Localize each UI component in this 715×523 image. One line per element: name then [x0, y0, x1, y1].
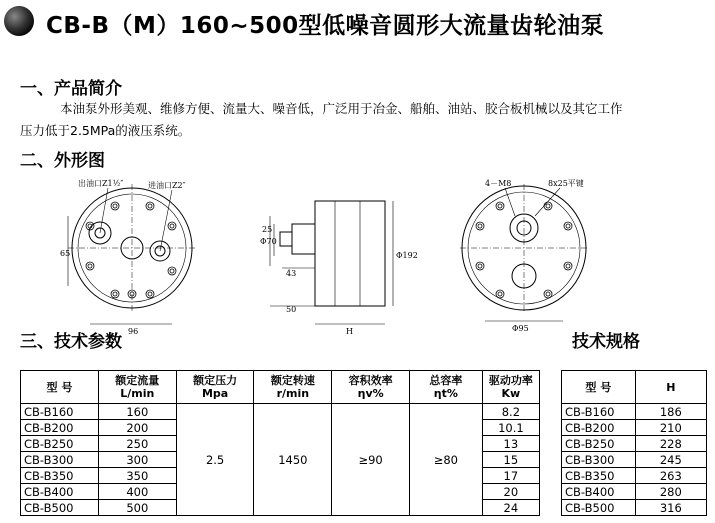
table-row: CB-B200 210 — [562, 420, 707, 436]
table-row: CB-B500 316 — [562, 500, 707, 516]
params-header-row — [21, 371, 540, 404]
col-vol-eff: 容积效率 ηv% — [332, 371, 410, 404]
spec-col-h: H — [635, 371, 706, 404]
title-bullet-icon — [4, 6, 34, 36]
table-row: CB-B250 250 13 — [21, 436, 540, 452]
side-view-body — [315, 201, 385, 306]
table-row: CB-B160 160 2.5 1450 ≥90 ≥80 8.2 — [21, 404, 540, 420]
col-flow: 额定流量 L/min — [98, 371, 176, 404]
dim-50-label: 50 — [286, 305, 297, 314]
table-row: CB-B400 280 — [562, 484, 707, 500]
intro-heading: 一、产品简介 — [20, 79, 122, 99]
params-table — [20, 370, 540, 516]
left-outlet-label: 出油口Z1½″ — [78, 179, 124, 188]
spec-heading: 技术规格 — [572, 332, 640, 352]
table-row: CB-B500 500 24 — [21, 500, 540, 516]
col-power: 驱动功率 Kw — [482, 371, 539, 404]
vol-eff-cell: ≥90 — [332, 404, 410, 516]
intro-text-line2: 压力低于2.5MPa的液压系统。 — [20, 123, 191, 138]
shape-heading: 二、外形图 — [20, 151, 105, 171]
bolts-label: 4－M8 — [485, 179, 512, 188]
dim-65-label: 65 — [60, 249, 71, 258]
dim-25-label: 25 — [262, 225, 273, 234]
table-row: CB-B250 228 — [562, 436, 707, 452]
total-eff-cell: ≥80 — [409, 404, 482, 516]
dim-H-label: H — [346, 327, 353, 336]
table-row: CB-B350 350 17 — [21, 468, 540, 484]
dim-96-label: 96 — [128, 327, 139, 336]
col-speed: 额定转速 r/min — [254, 371, 332, 404]
dim-70-label: Φ70 — [260, 237, 277, 246]
col-model: 型 号 — [21, 371, 99, 404]
table-row: CB-B350 263 — [562, 468, 707, 484]
col-total-eff: 总容率 ηt% — [409, 371, 482, 404]
dim-43-label: 43 — [286, 269, 297, 278]
params-heading: 三、技术参数 — [20, 332, 122, 352]
spec-col-model: 型 号 — [562, 371, 636, 404]
table-row: CB-B300 245 — [562, 452, 707, 468]
table-row: CB-B400 400 20 — [21, 484, 540, 500]
dim-95-label: Φ95 — [512, 324, 529, 333]
pressure-cell: 2.5 — [176, 404, 254, 516]
page-title: CB-B（M）160~500型低噪音圆形大流量齿轮油泵 — [46, 13, 605, 39]
table-row: CB-B200 200 10.1 — [21, 420, 540, 436]
intro-text-line1: 本油泵外形美观、维修方便、流量大、噪音低，广泛用于冶金、船舶、油站、胶合板机械以及其它工作 — [60, 101, 623, 116]
col-pressure: 额定压力 Mpa — [176, 371, 254, 404]
dim-192-label: Φ192 — [396, 251, 418, 260]
speed-cell: 1450 — [254, 404, 332, 516]
table-row: CB-B300 300 15 — [21, 452, 540, 468]
key-label: 8x25平键 — [548, 179, 584, 188]
spec-header-row — [562, 371, 707, 404]
left-inlet-label: 进油口Z2″ — [148, 181, 186, 190]
spec-table — [561, 370, 707, 516]
pump-outline-drawing — [60, 176, 700, 336]
table-row: CB-B160 186 — [562, 404, 707, 420]
